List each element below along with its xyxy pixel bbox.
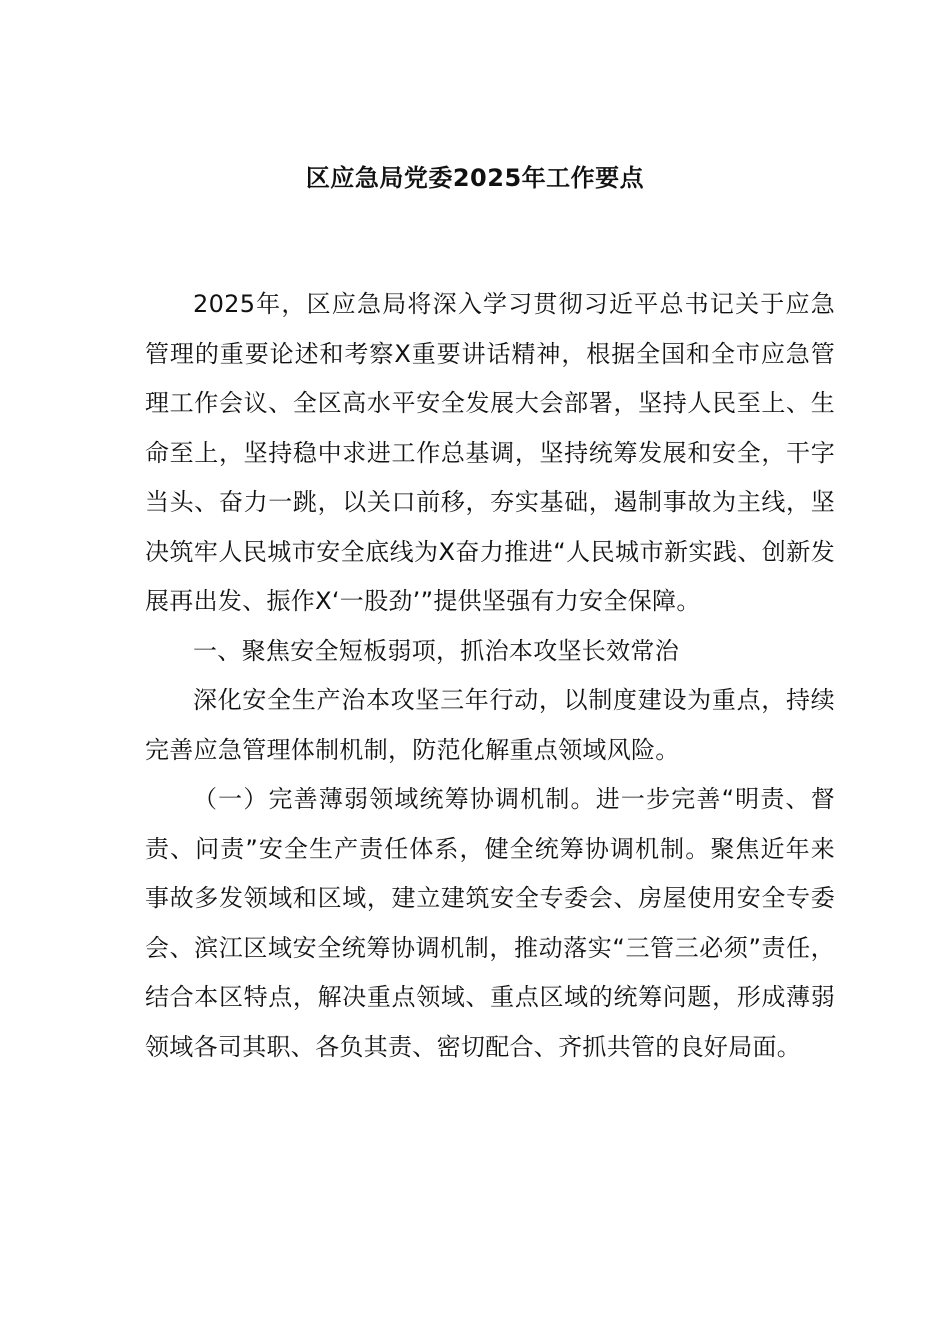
section-heading-1: 一、聚焦安全短板弱项，抓治本攻坚长效常治 [193,636,679,665]
paragraph-item-1: （一）完善薄弱领域统筹协调机制。进一步完善“明责、督责、问责”安全生产责任体系，健全统筹协调机制。聚焦近年来事故多发领域和区域，建立建筑安全专委会、房屋使用安全专委会、滨江区域安全统筹协调机制，推动落实“三管三必须”责任，结合本区特点，解决重点领域、重点区域的统筹问题，形成薄弱领域各司其职、各负其责、密切配合、齐抓共管的良好局面。 [145,785,835,1061]
paragraph-section-1-summary: 深化安全生产治本攻坚三年行动，以制度建设为重点，持续完善应急管理体制机制，防范化解重点领域风险。 [145,686,835,764]
document-title: 区应急局党委2025年工作要点 [305,164,645,192]
document-body [145,280,835,1072]
paragraph-intro: 2025年，区应急局将深入学习贯彻习近平总书记关于应急管理的重要论述和考察X重要讲话精神，根据全国和全市应急管理工作会议、全区高水平安全发展大会部署，坚持人民至上、生命至上，坚持稳中求进工作总基调，坚持统筹发展和安全，干字当头、奋力一跳，以关口前移，夯实基础，遏制事故为主线，坚决筑牢人民城市安全底线为X奋力推进“人民城市新实践、创新发展再出发、振作X‘一股劲’”提供坚强有力安全保障。 [145,290,835,615]
